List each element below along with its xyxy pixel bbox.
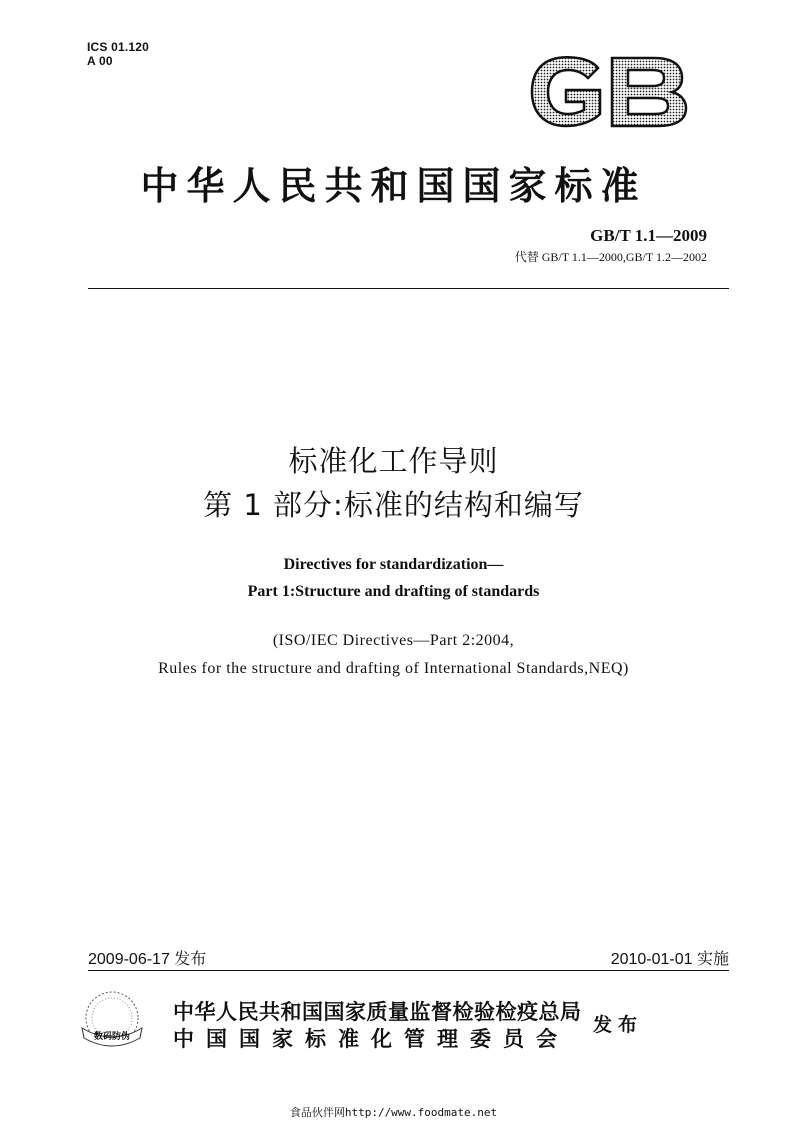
standard-category-title: 中华人民共和国国家标准 (140, 164, 647, 208)
reference-standard-line2: Rules for the structure and drafting of International Standards,NEQ) (158, 660, 629, 677)
ics-code: ICS 01.120 (87, 40, 150, 54)
anti-counterfeit-seal-icon (74, 988, 150, 1052)
document-title-en: Directives for standardization— (283, 556, 504, 573)
document-subtitle-cn: 第 1 部分:标准的结构和编写 (203, 488, 584, 522)
header-divider (88, 288, 729, 289)
gb-logo-icon (528, 54, 688, 130)
publish-label: 发布 (593, 1014, 644, 1036)
document-title-cn: 标准化工作导则 (288, 444, 499, 478)
svg-text:数码防伪: 数码防伪 (93, 1032, 131, 1042)
issuer-sac: 中国国家标准化管理委员会 (173, 1027, 569, 1051)
replaces-standards: 代替 GB/T 1.1—2000,GB/T 1.2—2002 (514, 250, 707, 264)
reference-standard-line1: (ISO/IEC Directives—Part 2:2004, (272, 632, 515, 649)
source-watermark: 食品伙伴网http://www.foodmate.net (289, 1106, 498, 1119)
issue-date: 2009-06-17 发布 (88, 951, 207, 968)
classification-codes (87, 40, 149, 68)
footer-divider (88, 970, 729, 971)
issuer-aqsiq: 中华人民共和国国家质量监督检验检疫总局 (173, 1000, 582, 1024)
standard-number-block (515, 226, 707, 265)
standard-number: GB/T 1.1—2009 (590, 226, 707, 245)
document-subtitle-en: Part 1:Structure and drafting of standards (247, 583, 540, 600)
implementation-date: 2010-01-01 实施 (610, 951, 729, 968)
ccs-code: A 00 (87, 54, 113, 68)
